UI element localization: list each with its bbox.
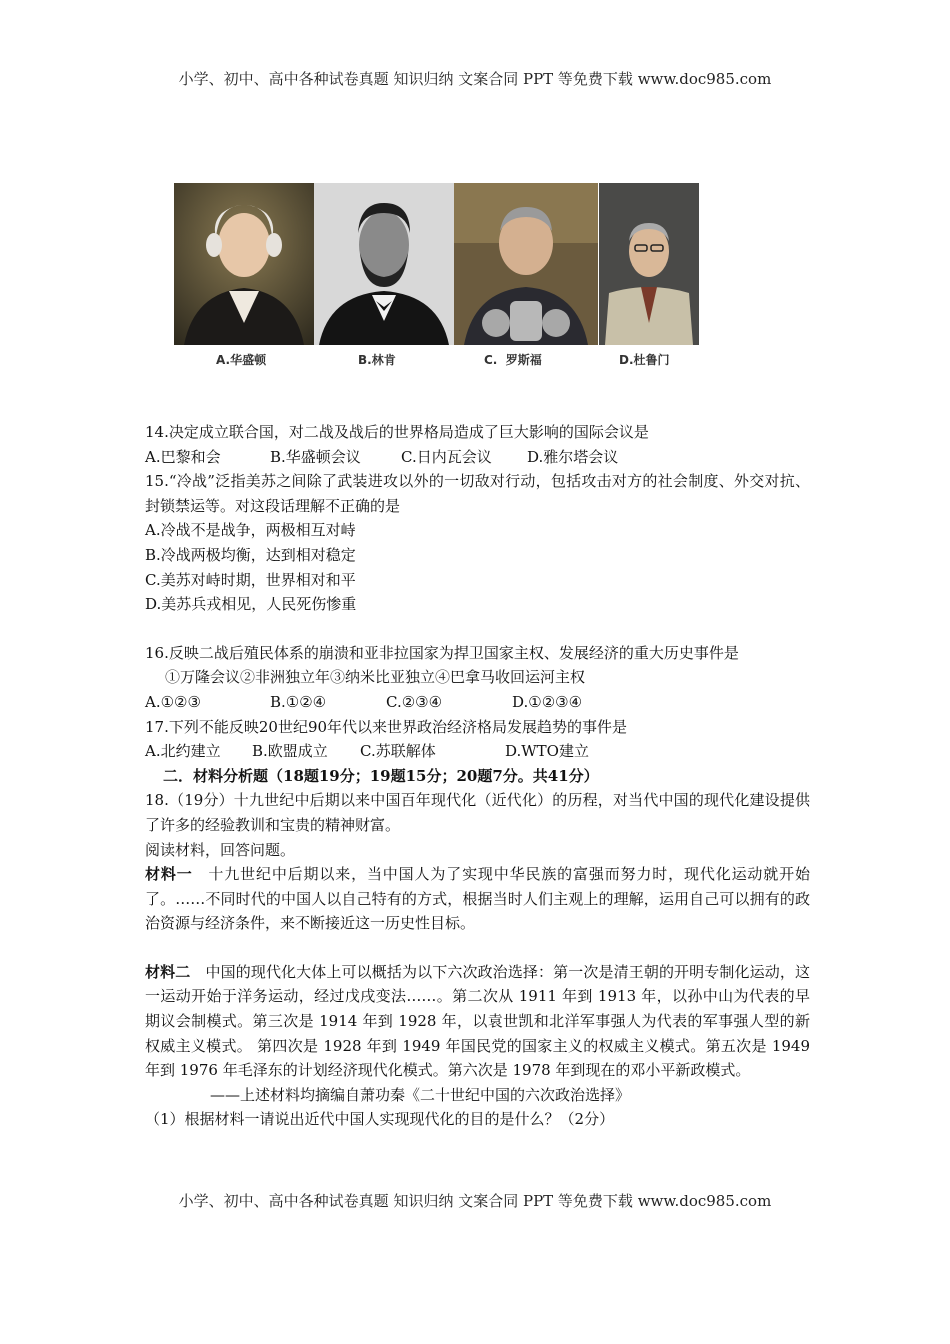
q16-option-c: C.②③④ bbox=[386, 692, 443, 711]
material-one-label: 材料一 bbox=[145, 865, 193, 884]
q17-option-b: B.欧盟成立 bbox=[252, 742, 328, 761]
material-one-text: 十九世纪中后期以来，当中国人为了实现中华民族的富强而努力时，现代化运动就开始了。……不同时代的中国人以自己特有的方式，根据当时人们主观上的理解，运用自己可以拥有的政治资源与经济条件，来不断接近这一历史性目标。 bbox=[145, 865, 810, 933]
material-two bbox=[145, 960, 810, 1083]
q14-option-a: A.巴黎和会 bbox=[145, 447, 221, 466]
q15-option-d: D.美苏兵戎相见，人民死伤惨重 bbox=[145, 595, 357, 614]
exam-content bbox=[145, 420, 810, 1132]
q14-options bbox=[145, 445, 810, 470]
material-two-text: 中国的现代化大体上可以概括为以下六次政治选择：第一次是清王朝的开明专制化运动，这一运动开始于洋务运动，经过戊戌变法……。第二次从 1911 年到 1913 年，以孙中山为代表的早期议会制模式。第三次是 1914 年到 1928 年，以袁世凯和北洋军事强人为代表的军事强人型的新权威主义模式。 第四次是 1928 年到 1949 年国民党的国家主义的权威主义模式。第五次是 1949 年到 1976 年毛泽东的计划经济现代化模式。第六次是 1978 年到现在的邓小平新政模式。 bbox=[145, 962, 810, 1080]
q14-option-c: C.日内瓦会议 bbox=[401, 447, 492, 466]
q15-stem: 15.“冷战”泛指美苏之间除了武装进攻以外的一切敌对行动，包括攻击对方的社会制度、外交对抗、封锁禁运等。对这段话理解不正确的是 bbox=[145, 472, 810, 515]
q18-subquestion-1: （1）根据材料一请说出近代中国人实现现代化的目的是什么？（2分） bbox=[145, 1110, 615, 1129]
portrait-caption-a: A.华盛顿 bbox=[216, 353, 267, 367]
material-one bbox=[145, 862, 810, 936]
portrait-caption-d: D.杜鲁门 bbox=[619, 353, 670, 367]
portrait-roosevelt-image bbox=[454, 183, 598, 345]
page-footer: 小学、初中、高中各种试卷真题 知识归纳 文案合同 PPT 等免费下载 www.doc985.com bbox=[178, 1192, 772, 1210]
q17-stem: 17.下列不能反映20世纪90年代以来世界政治经济格局发展趋势的事件是 bbox=[145, 717, 628, 736]
q18-instruction: 阅读材料，回答问题。 bbox=[145, 840, 296, 859]
portrait-truman-image bbox=[599, 183, 699, 345]
q16-options bbox=[145, 690, 810, 715]
portrait-caption-c: C. 罗斯福 bbox=[484, 353, 542, 367]
q17-options bbox=[145, 739, 810, 764]
q15-option-b: B.冷战两极均衡，达到相对稳定 bbox=[145, 545, 356, 564]
q16-option-b: B.①②④ bbox=[270, 692, 327, 711]
page-header: 小学、初中、高中各种试卷真题 知识归纳 文案合同 PPT 等免费下载 www.doc985.com bbox=[178, 70, 772, 88]
portrait-washington-image bbox=[174, 183, 314, 345]
q18-stem: 18.（19分）十九世纪中后期以来中国百年现代化（近代化）的历程，对当代中国的现代化建设提供了许多的经验教训和宝贵的精神财富。 bbox=[145, 791, 810, 834]
q16-option-a: A.①②③ bbox=[145, 692, 201, 711]
material-two-label: 材料二 bbox=[145, 962, 191, 981]
q14-option-d: D.雅尔塔会议 bbox=[527, 447, 619, 466]
q14-option-b: B.华盛顿会议 bbox=[270, 447, 361, 466]
q15-option-c: C.美苏对峙时期，世界相对和平 bbox=[145, 570, 356, 589]
q14-stem: 14.决定成立联合国，对二战及战后的世界格局造成了巨大影响的国际会议是 bbox=[145, 423, 649, 441]
portrait-caption-b: B.林肯 bbox=[358, 353, 396, 367]
q15-option-a: A.冷战不是战争，两极相互对峙 bbox=[145, 521, 356, 540]
material-source: ——上述材料均摘编自萧功秦《二十世纪中国的六次政治选择》 bbox=[210, 1085, 631, 1104]
portrait-lincoln-image bbox=[314, 183, 454, 345]
q17-option-d: D.WTO建立 bbox=[505, 742, 589, 761]
q16-option-d: D.①②③④ bbox=[512, 692, 583, 711]
q17-option-a: A.北约建立 bbox=[145, 742, 221, 761]
q16-items: ①万隆会议②非洲独立年③纳米比亚独立④巴拿马收回运河主权 bbox=[165, 668, 586, 687]
section-title: 二．材料分析题（18题19分；19题15分；20题7分。共41分） bbox=[163, 766, 599, 785]
q17-option-c: C.苏联解体 bbox=[360, 742, 436, 761]
portrait-strip bbox=[174, 183, 699, 373]
q16-stem: 16.反映二战后殖民体系的崩溃和亚非拉国家为捍卫国家主权、发展经济的重大历史事件是 bbox=[145, 643, 739, 662]
